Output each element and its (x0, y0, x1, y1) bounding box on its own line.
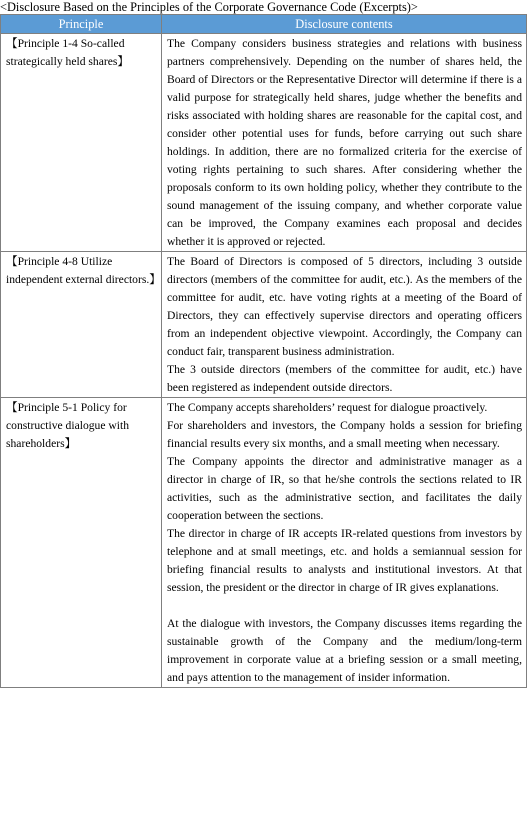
contents-cell (162, 252, 527, 398)
contents-cell (162, 398, 527, 688)
principle-cell: 【Principle 4-8 Utilize independent external directors.】 (1, 252, 162, 398)
table-caption: <Disclosure Based on the Principles of the Corporate Governance Code (Excerpts)> (0, 0, 418, 14)
column-header-contents: Disclosure contents (162, 15, 527, 34)
table-row (1, 398, 527, 688)
contents-paragraph: The Company accepts shareholders’ request for dialogue proactively. (167, 401, 488, 414)
contents-paragraph: The 3 outside directors (members of the committee for audit, etc.) have been registered as independent outside directors. (167, 363, 522, 394)
contents-paragraph: The Board of Directors is composed of 5 directors, including 3 outside directors (members of the committee for audit, etc.). As the members of the committee for audit, etc. have voting rights at a meeting of the Board of Directors, they can effectively supervise directors and operating officers from an independent objective viewpoint. Accordingly, the Company can conduct fair, transparent business administration. (167, 255, 522, 358)
table-row (1, 34, 527, 252)
contents-paragraph: The Company appoints the director and administrative manager as a director in charge of IR, so that he/she controls the sections related to IR activities, such as the administrative section, and facilitates the daily cooperation between the sections. (167, 455, 522, 522)
principle-cell: 【Principle 1-4 So-called strategically held shares】 (1, 34, 162, 252)
column-header-principle: Principle (1, 15, 162, 34)
contents-paragraph: The director in charge of IR accepts IR-related questions from investors by telephone and at small meetings, etc. and holds a semiannual session for briefing financial results to analysts and institutional investors. At that session, the president or the director in charge of IR gives explanations. (167, 527, 522, 594)
table-row (1, 252, 527, 398)
principle-cell: 【Principle 5-1 Policy for constructive dialogue with shareholders】 (1, 398, 162, 688)
contents-paragraph: The Company considers business strategies and relations with business partners comprehensively. Depending on the number of shares held, the Board of Directors or the Representative Director will determine if there is a valid purpose for strategically held shares, judge whether the benefits and risks associated with holding shares are reasonable for the capital cost, and consider other potential uses for funds, before carrying out such share holdings. In addition, there are no formalized criteria for the exercise of voting rights pertaining to such shares. After considering whether the proposals conform to its own holding policy, whether they contribute to the sound management of the issuing company, and whether corporate value can be improved, the Company examines each proposal and decides whether it is approved or rejected. (167, 37, 522, 248)
contents-paragraph: At the dialogue with investors, the Company discusses items regarding the sustainable growth of the Company and the medium/long-term improvement in corporate value at a briefing session or a small meeting, and pays attention to the management of insider information. (167, 617, 522, 684)
table-header-row (1, 15, 527, 34)
contents-cell (162, 34, 527, 252)
contents-paragraph: For shareholders and investors, the Company holds a session for briefing financial results every six months, and a small meeting when necessary. (167, 419, 522, 450)
governance-disclosure-table (0, 14, 527, 688)
